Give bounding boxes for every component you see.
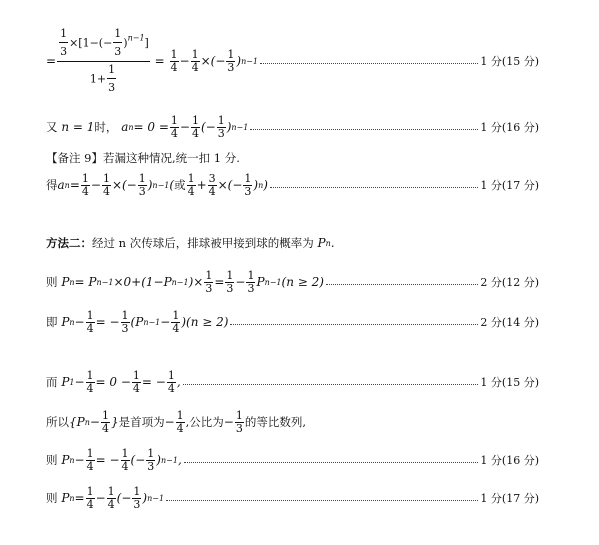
line-text: ,公比为 [185, 415, 224, 429]
method-two-heading [46, 232, 539, 254]
score-label: 1 分(15 分) [480, 55, 539, 68]
equation-line-5 [46, 306, 539, 338]
dot-leader [230, 323, 478, 325]
dot-leader [183, 383, 479, 385]
dot-leader [250, 128, 478, 130]
line-text: 的等比数列, [244, 415, 307, 429]
score-label: 1 分(16 分) [480, 454, 539, 467]
dot-leader [166, 499, 478, 501]
line-prefix: 得 [46, 178, 58, 192]
score-label: 1 分(17 分) [480, 179, 539, 192]
line-prefix: 则 [46, 453, 58, 467]
equation-line-8 [46, 444, 539, 476]
score-label: 1 分(16 分) [480, 121, 539, 134]
math-expression: P 1 − $\frac{1}{4}$ = 0 − $\frac{1}{4}$ = − $\frac{1}{4}$ , [57, 368, 181, 395]
score-label: 1 分(15 分) [480, 376, 539, 389]
line-prefix: 又 [46, 120, 58, 134]
score-label: 2 分(14 分) [480, 316, 539, 329]
math-expression: a n = 0 = $\frac{1}{4}$ − $\frac{1}{4}$ (− $\frac{1}{3}$ ) n−1 [117, 113, 249, 140]
line-text: 时， [94, 120, 118, 134]
line-prefix: 即 [46, 315, 58, 329]
line-prefix: 则 [46, 491, 58, 505]
equation-line-2 [46, 111, 539, 143]
equation-line-1 [46, 26, 539, 94]
line-text: 是首项为 [118, 415, 165, 429]
math-expression: − $\frac{1}{3}$ [223, 408, 243, 435]
math-expression: {P n − $\frac{1}{4}$ } [69, 408, 119, 435]
math-expression: P n − $\frac{1}{4}$ = − $\frac{1}{3}$ (P n−1 − $\frac{1}{4}$ )(n ≥ 2) [57, 308, 229, 335]
equation-line-6 [46, 366, 539, 398]
method-text: 经过 n 次传球后，排球被甲接到球的概率为 [92, 236, 314, 250]
or-text: 或 [174, 178, 186, 192]
equation-line-9 [46, 482, 539, 514]
method-title: 方法二： [46, 236, 92, 250]
equation-line-3 [46, 168, 539, 202]
line-prefix: 而 [46, 375, 58, 389]
dot-leader [260, 62, 478, 64]
math-expression: P n . [313, 236, 335, 250]
math-expression: n = 1 [57, 120, 95, 134]
score-label: 1 分(17 分) [480, 492, 539, 505]
dot-leader [184, 461, 479, 463]
equation-line-7 [46, 406, 539, 438]
dot-leader [326, 283, 478, 285]
math-expression: P n = $\frac{1}{4}$ − $\frac{1}{4}$ (− $\frac{1}{3}$ ) n−1 [57, 484, 165, 511]
equation-line-4 [46, 266, 539, 298]
math-expression: P n = P n−1 ×0+(1−P n−1 )× $\frac{1}{3}$ = $\frac{1}{3}$ − $\frac{1}{3}$ P n−1 (n ≥ 2) [57, 268, 324, 295]
math-expression: = $\frac{1}{3}$ ×[1−(− $\frac{1}{3}$ )$^{n-1}$] 1+ $\frac{1}{3}$ = $\frac{1}{4}$ − $\frac{1}{4}$ ×(− $\frac{1}{3}$ ) n−1 [46, 26, 259, 94]
math-expression: P n − $\frac{1}{4}$ = − $\frac{1}{4}$ (− $\frac{1}{3}$ ) n−1 , [57, 446, 182, 473]
note-text: 【备注 9】若漏这种情况,统一扣 1 分. [46, 151, 240, 165]
dot-leader [270, 186, 478, 188]
note-line [46, 150, 539, 166]
line-prefix: 则 [46, 275, 58, 289]
math-expression: − $\frac{1}{4}$ [164, 408, 184, 435]
math-expression: a n = $\frac{1}{4}$ − $\frac{1}{4}$ ×(− $\frac{1}{3}$ ) n−1 ( 或 $\frac{1}{4}$ + $\frac{3}{4}$ ×(− $\frac{1}{3}$ ) n ) [57, 171, 268, 198]
score-label: 2 分(12 分) [480, 276, 539, 289]
line-prefix: 所以 [46, 415, 69, 429]
